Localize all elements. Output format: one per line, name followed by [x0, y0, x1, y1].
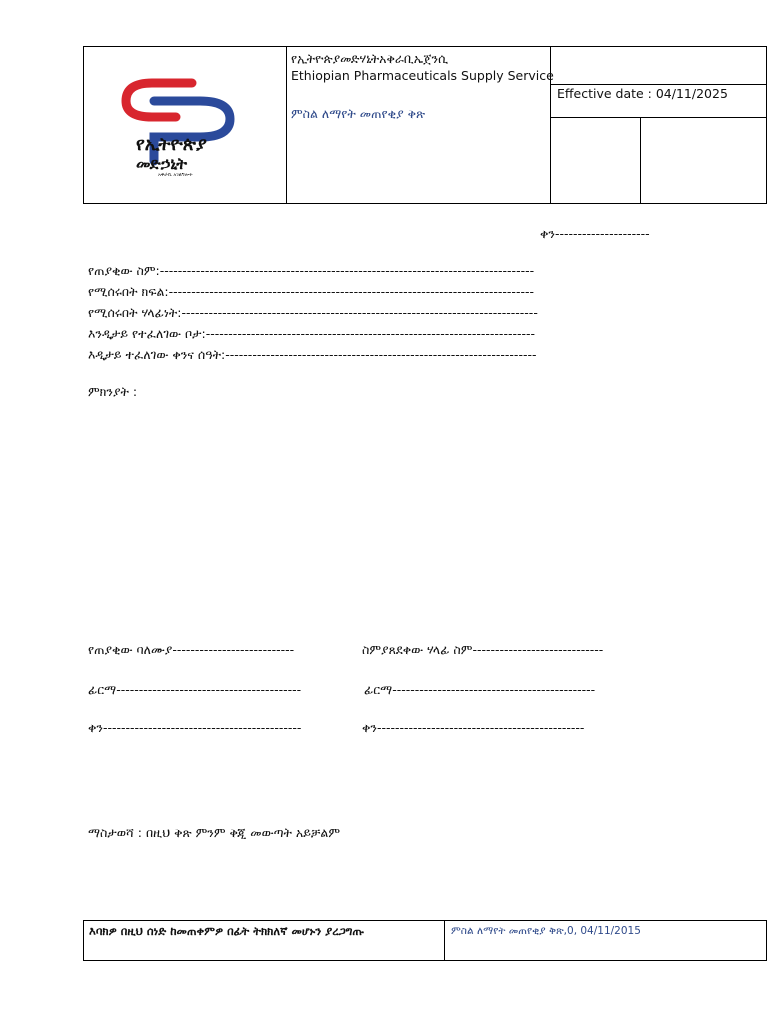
- field-requester-name: የጠያቂው ስም:-----------------------------------------------------------------------------------: [88, 263, 535, 278]
- field-department: የሚሰሩበት ክፍል:---------------------------------------------------------------------------------: [88, 284, 534, 299]
- footer-table: [83, 920, 767, 961]
- sig-approver-date: ቀን----------------------------------------------: [362, 720, 585, 735]
- header-divider-bottom: [640, 117, 641, 204]
- org-name-amharic: የኢትዮጵያመድሃኒትአቅራቢኤጀንሲ: [291, 51, 449, 66]
- footer-verify-note: እባክዎ በዚህ ሰነድ ከመጠቀምዎ በፊት ትክክለኛ መሆኑን ያረጋግጡ: [89, 924, 365, 938]
- sig-approver-name: ስምያጸደቀው ሃላፊ ስም-----------------------------: [362, 642, 604, 657]
- org-name-english: Ethiopian Pharmaceuticals Supply Service: [291, 68, 554, 83]
- logo-text-line1: የኢትዮጵያ: [136, 134, 207, 155]
- header-table: [83, 46, 767, 204]
- sig-requester-signature: ፊርማ-----------------------------------------: [88, 682, 302, 697]
- logo-text-line2: መድኃኒት: [136, 154, 188, 173]
- field-position: የሚሰሩበት ሃላፊነት:-------------------------------------------------------------------------------: [88, 305, 538, 320]
- reason-label: ምክንያት :: [88, 384, 138, 399]
- logo-text-line3: አቅራቢ አገልግሎት: [158, 172, 193, 178]
- logo: [114, 75, 264, 185]
- effective-date: Effective date : 04/11/2025: [557, 86, 728, 101]
- header-rule-2: [550, 117, 767, 118]
- sig-approver-signature: ፊርማ---------------------------------------------: [364, 682, 596, 697]
- header-divider-logo: [286, 47, 287, 204]
- footer-doc-ref: ምስል ለማየት መጠየቂያ ቅጽ,0, 04/11/2015: [451, 925, 641, 937]
- field-location: እንዲታይ የተፈለገው ቦታ:-------------------------------------------------------------------------: [88, 326, 536, 341]
- form-title: ምስል ለማየት መጠየቂያ ቅጽ: [291, 106, 426, 121]
- note: ማስታወሻ : በዚህ ቅጽ ምንም ቅጂ መውጣት አይቻልም: [88, 825, 341, 840]
- header-rule-1: [550, 84, 767, 85]
- sig-requester-professional: የጠያቂው ባለሙያ---------------------------: [88, 642, 295, 657]
- field-date-time: እዲታይ ተፈለገው ቀንና ሰዓት:---------------------------------------------------------------------: [88, 347, 537, 362]
- footer-divider: [444, 921, 445, 961]
- date-line: ቀን---------------------: [540, 226, 650, 241]
- sig-requester-date: ቀን--------------------------------------------: [88, 720, 302, 735]
